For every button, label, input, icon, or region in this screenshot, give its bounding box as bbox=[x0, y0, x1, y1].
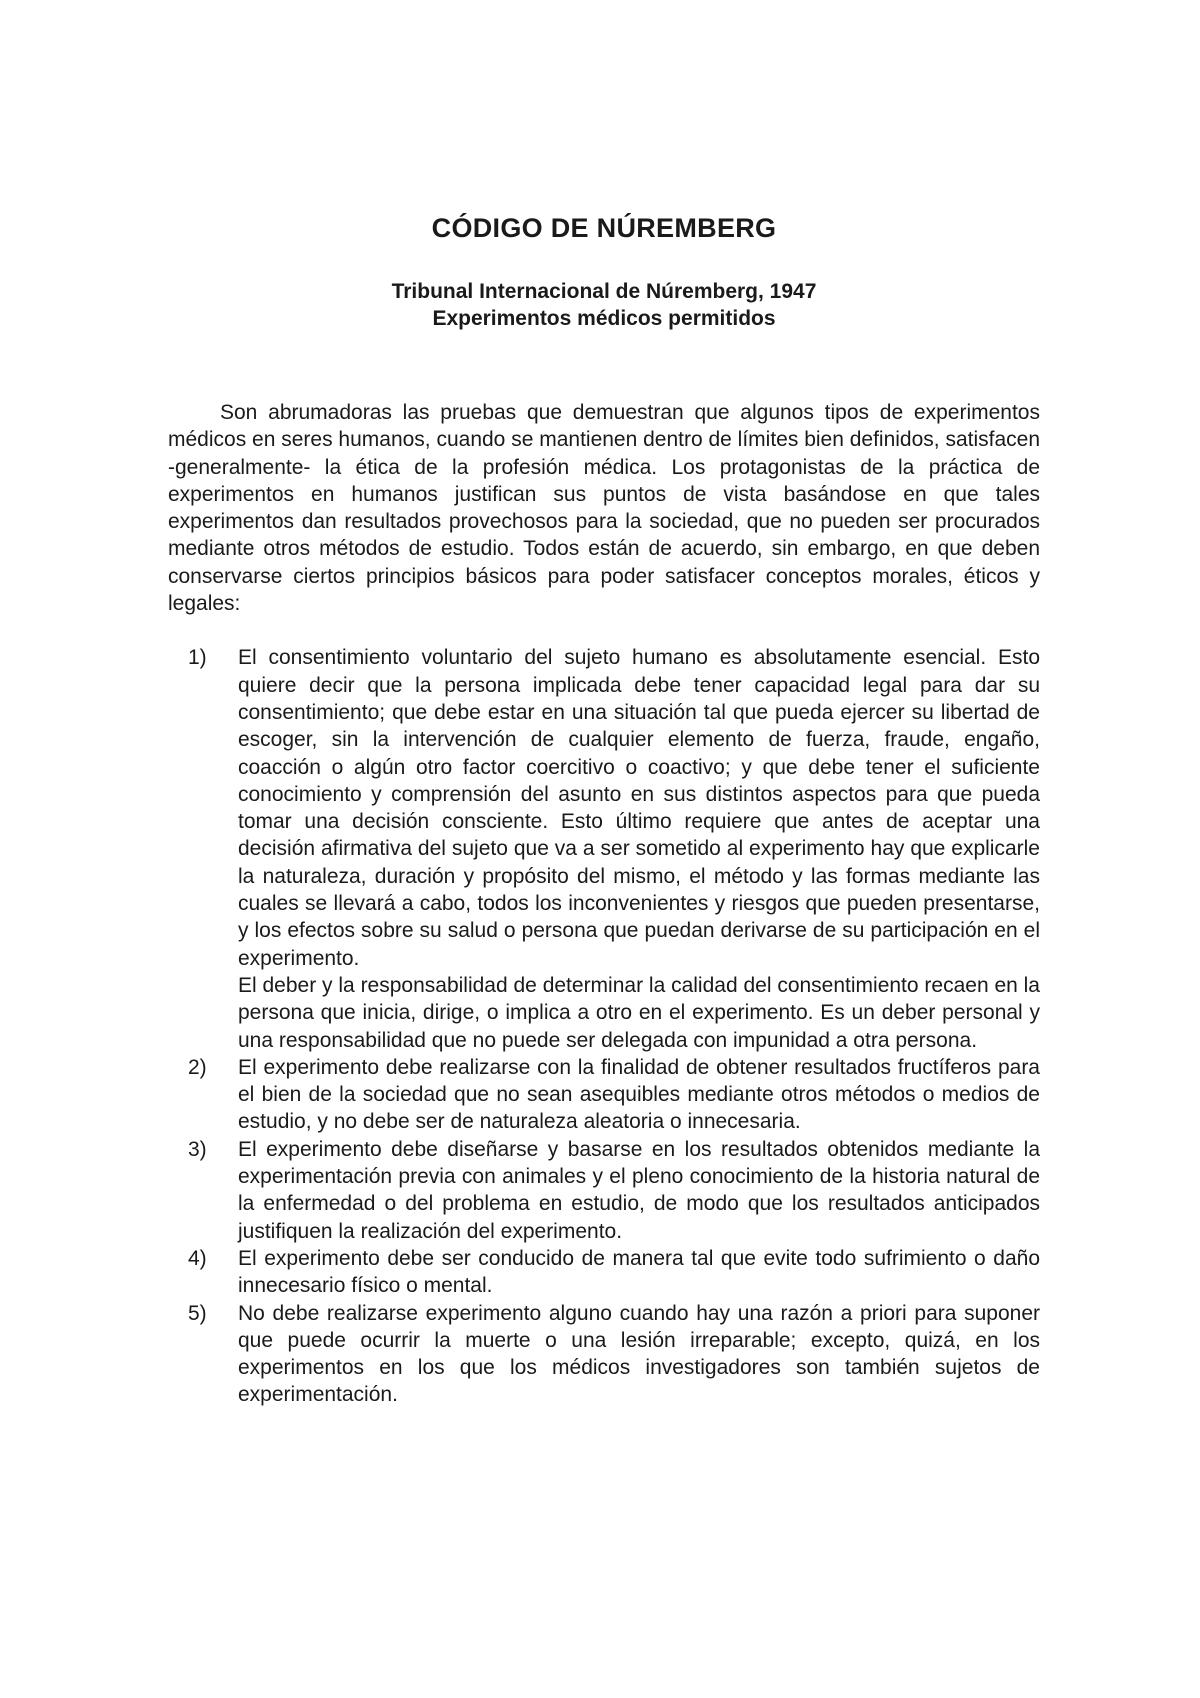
principle-item bbox=[168, 1054, 1040, 1136]
principle-number: 4) bbox=[188, 1246, 207, 1270]
subtitle-experiments: Experimentos médicos permitidos bbox=[432, 307, 776, 330]
principle-paragraph: El experimento debe diseñarse y basarse en los resultados obtenidos mediante la experimentación previa con animales y el pleno conocimiento de la historia natural de la enfermedad o del problema en estudio, de modo que los resultados anticipados justifiquen la realización del experimento. bbox=[238, 1137, 1040, 1243]
intro-paragraph: Son abrumadoras las pruebas que demuestran que algunos tipos de experimentos médicos en seres humanos, cuando se mantienen dentro de límites bien definidos, satisfacen -generalmente- la ética de la profesión médica. Los protagonistas de la práctica de experimentos en humanos justifican sus puntos de vista basándose en que tales experimentos dan resultados provechosos para la sociedad, que no pueden ser procurados mediante otros métodos de estudio. Todos están de acuerdo, sin embargo, en que deben conservarse ciertos principios básicos para poder satisfacer conceptos morales, éticos y legales: bbox=[168, 401, 1041, 616]
principle-number: 5) bbox=[188, 1301, 207, 1325]
principle-item bbox=[168, 1300, 1040, 1409]
principle-body bbox=[238, 644, 1040, 1053]
document-title: CÓDIGO DE NÚREMBERG bbox=[431, 213, 777, 243]
principle-item bbox=[168, 1245, 1040, 1300]
principle-number: 2) bbox=[188, 1055, 207, 1079]
principle-paragraph: No debe realizarse experimento alguno cuando hay una razón a priori para suponer que puede ocurrir la muerte o una lesión irreparable; excepto, quizá, en los experimentos en los que los médicos investigadores son también sujetos de experimentación. bbox=[238, 1301, 1040, 1407]
principle-body bbox=[238, 1245, 1040, 1300]
document-subtitle bbox=[168, 278, 1040, 332]
principle-body bbox=[238, 1300, 1040, 1409]
principle-paragraph: El experimento debe realizarse con la finalidad de obtener resultados fructíferos para el bien de la sociedad que no sean asequibles mediante otros métodos o medios de estudio, y no debe ser de naturaleza aleatoria o innecesaria. bbox=[238, 1055, 1040, 1134]
subtitle-tribunal: Tribunal Internacional de Núremberg, 1947 bbox=[391, 280, 817, 303]
principle-number: 3) bbox=[188, 1137, 207, 1161]
principle-item bbox=[168, 644, 1040, 1053]
principles-list bbox=[168, 644, 1040, 1408]
principle-number: 1) bbox=[188, 646, 207, 670]
principle-paragraph: El experimento debe ser conducido de manera tal que evite todo sufrimiento o daño innecesario físico o mental. bbox=[238, 1246, 1040, 1298]
principle-body bbox=[238, 1136, 1040, 1245]
principle-paragraph: El consentimiento voluntario del sujeto humano es absolutamente esencial. Esto quiere decir que la persona implicada debe tener capacidad legal para dar su consentimiento; que debe estar en una situación tal que pueda ejercer su libertad de escoger, sin la intervención de cualquier elemento de fuerza, fraude, engaño, coacción o algún otro factor coercitivo o coactivo; y que debe tener el suficiente conocimiento y comprensión del asunto en sus distintos aspectos para que pueda tomar una decisión consciente. Esto último requiere que antes de aceptar una decisión afirmativa del sujeto que va a ser sometido al experimento hay que explicarle la naturaleza, duración y propósito del mismo, el método y las formas mediante las cuales se llevará a cabo, todos los inconvenientes y riesgos que pueden presentarse, y los efectos sobre su salud o persona que puedan derivarse de su participación en el experimento. bbox=[238, 646, 1040, 970]
principle-item bbox=[168, 1136, 1040, 1245]
principle-body bbox=[238, 1054, 1040, 1136]
document-page bbox=[168, 212, 1040, 1409]
principle-paragraph: El deber y la responsabilidad de determinar la calidad del consentimiento recaen en la persona que inicia, dirige, o implica a otro en el experimento. Es un deber personal y una responsabilidad que no puede ser delegada con impunidad a otra persona. bbox=[238, 973, 1040, 1052]
